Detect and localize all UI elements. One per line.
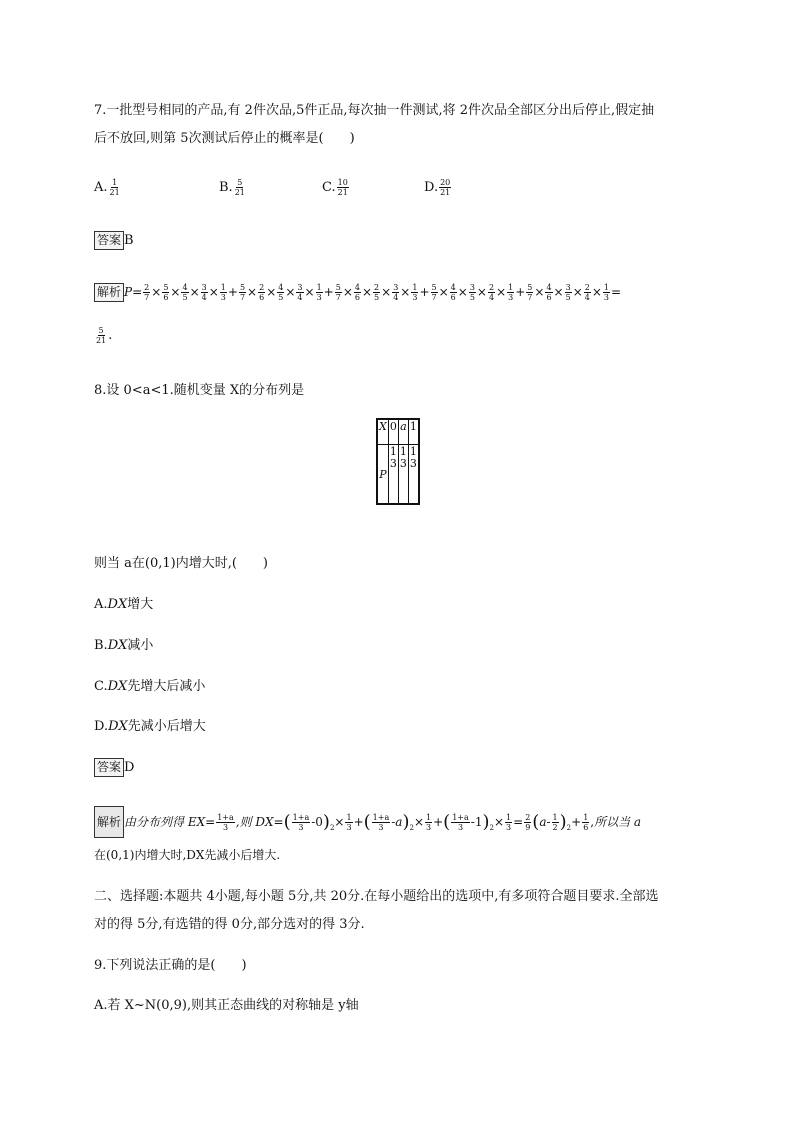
analysis-tag: 解析 <box>94 806 124 838</box>
fraction: $\frac{1}{3}$ <box>346 813 352 832</box>
section2-line2: 对的得 5分,有选错的得 0分,部分选对的得 3分. <box>94 917 365 932</box>
answer-tag: 答案 <box>94 758 124 777</box>
fraction: $\frac{4}{6}$ <box>354 283 360 302</box>
fraction: $\frac{5}{6}$ <box>163 283 169 302</box>
answer-value: D <box>124 760 135 775</box>
fraction: $\frac{1+a}{3}$ <box>452 813 469 832</box>
q7-stem-line1: 7.一批型号相同的产品,有 2件次品,5件正品,每次抽一件测试,将 2件次品全部区分出后停止,假定抽 <box>94 103 655 118</box>
fraction: $\frac{4}{5}$ <box>182 283 188 302</box>
fraction: $\frac{1}{3}$ <box>506 813 512 832</box>
q7-analysis-formula: $\frac{2}{7}$ × $\frac{5}{6}$ × $\frac{4}{5}$ × $\frac{3}{4}$ × $\frac{1}{3}$ + $\frac{5}{7}$ × $\frac{2}{6}$ × $\frac{4}{5}$ × $\frac{3}{4}$ × $\frac{1}{3}$ + $\frac{5}{7}$ × $\frac{4}{6}$ × $\frac{2}{5}$ × $\frac{3}{4}$ × $\frac{1}{3}$ + $\frac{5}{7}$ × $\frac{4}{6}$ × $\frac{3}{5}$ × $\frac{2}{4}$ × $\frac{1}{3}$ + $\frac{5}{7}$ × $\frac{4}{6}$ × $\frac{3}{5}$ × $\frac{2}{4}$ × $\frac{1}{3}$ = <box>144 283 622 302</box>
q9-option-a[interactable]: A.若 X~N(0,9),则其正态曲线的对称轴是 y轴 <box>94 998 359 1013</box>
table-cell: 0 <box>388 419 398 445</box>
q8-question: 则当 a在(0,1)内增大时,( ) <box>94 556 268 571</box>
q7-analysis-result: $\frac{5}{21}$ . <box>96 326 113 345</box>
answer-value: B <box>124 233 134 248</box>
fraction: $\frac{2}{9}$ <box>525 813 531 832</box>
table-cell: 1 <box>408 419 419 445</box>
fraction: $\frac{3}{4}$ <box>297 283 303 302</box>
fraction: $\frac{2}{5}$ <box>374 283 380 302</box>
fraction: $\frac{1}{3}$ <box>316 283 322 302</box>
fraction: $\frac{1}{2}$ <box>552 813 558 832</box>
fraction: $\frac{5}{21}$ <box>96 326 107 345</box>
fraction: $\frac{2}{4}$ <box>584 283 590 302</box>
fraction: $\frac{3}{4}$ <box>393 283 399 302</box>
q7-option-b[interactable]: B. $\frac{5}{21}$ <box>219 178 245 197</box>
fraction: $\frac{1+a}{3}$ <box>372 813 390 832</box>
fraction: $\frac{4}{5}$ <box>278 283 284 302</box>
fraction: $\frac{10}{21}$ <box>337 178 348 197</box>
q8-option-b[interactable]: B.DX减小 <box>94 638 154 653</box>
fraction: $\frac{1}{3}$ <box>426 813 432 832</box>
fraction: $\frac{1}{6}$ <box>583 813 589 832</box>
table-cell: P <box>377 445 388 505</box>
q9-stem: 9.下列说法正确的是( ) <box>94 958 247 973</box>
q7-option-d[interactable]: D. $\frac{20}{21}$ <box>424 178 451 197</box>
section2-line1: 二、选择题:本题共 4小题,每小题 5分,共 20分.在每小题给出的选项中,有多项符合题目要求.全部选 <box>94 889 659 904</box>
q8-stem: 8.设 0<a<1.随机变量 X的分布列是 <box>94 383 305 398</box>
q7-analysis: 解析 P= $\frac{2}{7}$ × $\frac{5}{6}$ × $\frac{4}{5}$ × $\frac{3}{4}$ × $\frac{1}{3}$ + $\frac{5}{7}$ × $\frac{2}{6}$ × $\frac{4}{5}$ × $\frac{3}{4}$ × $\frac{1}{3}$ + $\frac{5}{7}$ × $\frac{4}{6}$ × $\frac{2}{5}$ × $\frac{3}{4}$ × $\frac{1}{3}$ + $\frac{5}{7}$ × $\frac{4}{6}$ × $\frac{3}{5}$ × $\frac{2}{4}$ × $\frac{1}{3}$ + $\frac{5}{7}$ × $\frac{4}{6}$ × $\frac{3}{5}$ × $\frac{2}{4}$ × $\frac{1}{3}$ = <box>94 283 621 302</box>
fraction: $\frac{5}{7}$ <box>527 283 533 302</box>
fraction: $\frac{1}{3}$ <box>220 283 226 302</box>
fraction: $\frac{3}{5}$ <box>565 283 571 302</box>
fraction: $\frac{5}{21}$ <box>234 178 245 197</box>
q8-analysis: 解析 由分布列得 EX= $\frac{1+a}{3}$ ,则 DX=( $\frac{1+a}{3}$ $-0)_2\times$ $\frac{1}{3}$ +( $\frac{1+a}{3}$ $-a)_2\times$ $\frac{1}{3}$ +( $\frac{1+a}{3}$ $-1)_2\times$ $\frac{1}{3}$ = $\frac{2}{9}$ (a- $\frac{1}{2}$ )$_2+$ $\frac{1}{6}$ ,所以当 a <box>94 806 641 838</box>
table-cell: 1 3 <box>398 445 408 505</box>
q8-option-d[interactable]: D.DX先减小后增大 <box>94 719 206 734</box>
answer-tag: 答案 <box>94 231 124 250</box>
fraction: $\frac{2}{7}$ <box>144 283 150 302</box>
q8-answer <box>94 758 134 777</box>
fraction: $\frac{4}{6}$ <box>450 283 456 302</box>
table-cell: 1 3 <box>408 445 419 505</box>
q8-option-c[interactable]: C.DX先增大后减小 <box>94 679 206 694</box>
fraction: $\frac{2}{6}$ <box>259 283 265 302</box>
q7-option-a[interactable]: A. $\frac{1}{21}$ <box>94 178 120 197</box>
fraction: $\frac{5}{7}$ <box>335 283 341 302</box>
fraction: $\frac{5}{7}$ <box>239 283 246 302</box>
fraction: $\frac{5}{7}$ <box>431 283 437 302</box>
fraction: $\frac{20}{21}$ <box>440 178 451 197</box>
q8-variance-formula: ( $\frac{1+a}{3}$ $-0)_2\times$ $\frac{1}{3}$ +( $\frac{1+a}{3}$ $-a)_2\times$ $\frac{1}{3}$ +( $\frac{1+a}{3}$ $-1)_2\times$ $\frac{1}{3}$ = $\frac{2}{9}$ (a- $\frac{1}{2}$ )$_2+$ $\frac{1}{6}$ , <box>283 811 595 833</box>
table-cell: X <box>377 419 388 445</box>
fraction: $\frac{1}{3}$ <box>412 283 418 302</box>
q7-answer <box>94 231 134 250</box>
q8-distribution-table <box>376 418 420 505</box>
fraction: $\frac{1}{3}$ <box>603 283 609 302</box>
table-cell: a <box>398 419 408 445</box>
fraction: $\frac{1+a}{3}$ <box>292 813 310 832</box>
q7-option-c[interactable]: C. $\frac{10}{21}$ <box>322 178 348 197</box>
fraction: $\frac{1}{3}$ <box>508 283 514 302</box>
q7-stem-line2: 后不放回,则第 5次测试后停止的概率是( ) <box>94 131 355 146</box>
fraction: $\frac{3}{5}$ <box>469 283 475 302</box>
fraction: $\frac{4}{6}$ <box>546 283 552 302</box>
fraction: $\frac{2}{4}$ <box>488 283 495 302</box>
q8-analysis-line2: 在(0,1)内增大时,DX先减小后增大. <box>94 848 281 862</box>
fraction: $\frac{3}{4}$ <box>201 283 207 302</box>
analysis-tag: 解析 <box>94 283 124 302</box>
fraction: $\frac{1}{21}$ <box>109 178 120 197</box>
table-cell: 1 3 <box>388 445 398 505</box>
q8-option-a[interactable]: A.DX增大 <box>94 597 154 612</box>
